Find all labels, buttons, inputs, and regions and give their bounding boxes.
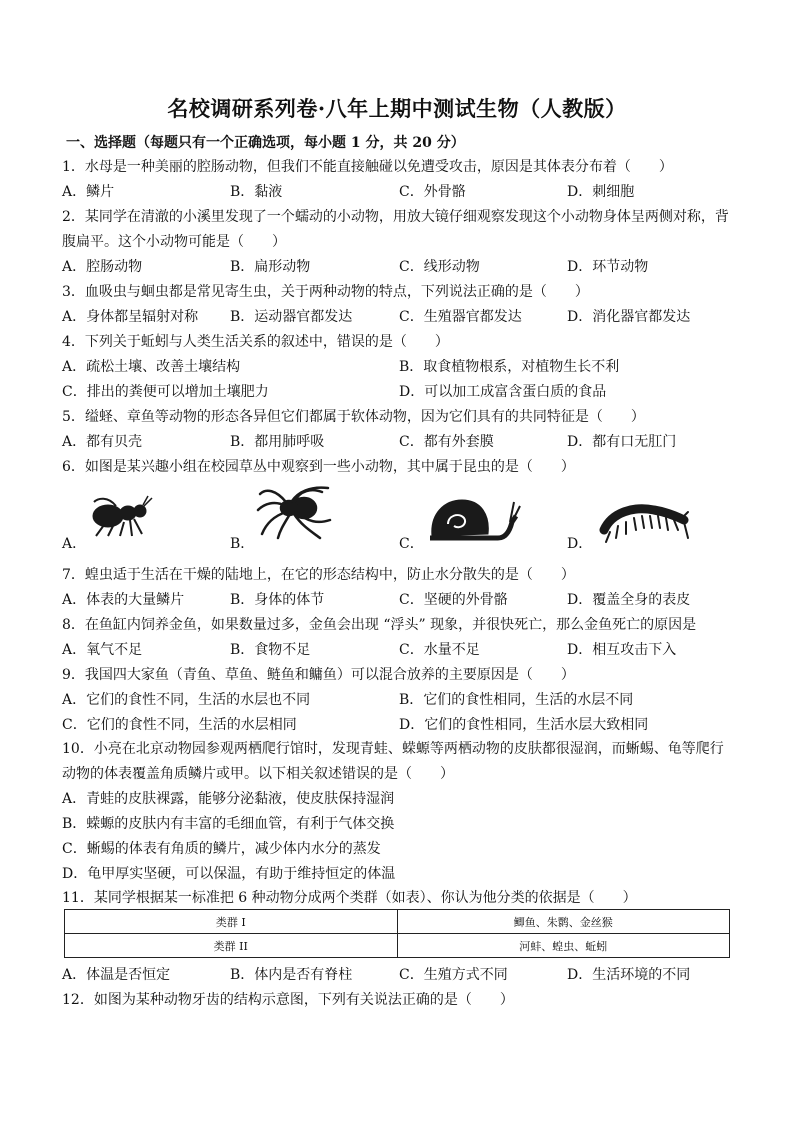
q11-option-c[interactable]: C．生殖方式不同 (399, 967, 508, 983)
q10-option-d[interactable]: D．龟甲厚实坚硬，可以保温，有助于维持恒定的体温 (62, 866, 396, 882)
question-10-stem: 10．小亮在北京动物园参观两栖爬行馆时，发现青蛙、蝾螈等两栖动物的皮肤都很湿润，而蜥蜴、龟等爬行 (62, 741, 724, 757)
q11-option-a[interactable]: A．体温是否恒定 (62, 967, 171, 983)
question-8-stem: 8．在鱼缸内饲养金鱼，如果数量过多，金鱼会出现 “浮头” 现象，并很快死亡，那么金鱼死亡的原因是 (62, 617, 697, 633)
table-row (65, 910, 730, 934)
millipede-image (594, 498, 690, 546)
q3-option-d[interactable]: D．消化器官都发达 (567, 309, 691, 325)
q9-option-c[interactable]: C．它们的食性不同，生活的水层相同 (62, 717, 297, 733)
q8-option-c[interactable]: C．水量不足 (399, 642, 480, 658)
table-cell: 类群 I (65, 910, 398, 934)
classification-table (64, 909, 730, 958)
question-5-stem: 5．缢蛏、章鱼等动物的形态各异但它们都属于软体动物，因为它们具有的共同特征是（ ） (62, 409, 645, 425)
question-10-stem-cont: 动物的体表覆盖角质鳞片或甲。以下相关叙述错误的是（ ） (62, 766, 454, 782)
q8-option-b[interactable]: B．食物不足 (230, 642, 311, 658)
q11-option-d[interactable]: D．生活环境的不同 (567, 967, 691, 983)
question-3-stem: 3．血吸虫与蛔虫都是常见寄生虫，关于两种动物的特点，下列说法正确的是（ ） (62, 284, 589, 300)
q4-option-c[interactable]: C．排出的粪便可以增加土壤肥力 (62, 384, 269, 400)
q5-option-c[interactable]: C．都有外套膜 (399, 434, 494, 450)
q1-option-b[interactable]: B．黏液 (230, 184, 283, 200)
snail-image (426, 494, 522, 542)
q4-option-d[interactable]: D．可以加工成富含蛋白质的食品 (399, 384, 607, 400)
question-2-stem: 2．某同学在清澈的小溪里发现了一个蠕动的小动物，用放大镜仔细观察发现这个小动物身体呈两侧对称，背 (62, 209, 729, 225)
q7-option-b[interactable]: B．身体的体节 (230, 592, 325, 608)
table-cell: 类群 II (65, 934, 398, 958)
q10-option-b[interactable]: B．蝾螈的皮肤内有丰富的毛细血管，有利于气体交换 (62, 816, 395, 832)
question-11-stem: 11．某同学根据某一标准把 6 种动物分成两个类群（如表）、你认为他分类的依据是（ ） (62, 890, 637, 906)
q9-option-a[interactable]: A．它们的食性不同，生活的水层也不同 (62, 692, 311, 708)
q5-option-d[interactable]: D．都有口无肛门 (567, 434, 677, 450)
q9-option-b[interactable]: B．它们的食性相同，生活的水层不同 (399, 692, 634, 708)
q4-option-b[interactable]: B．取食植物根系，对植物生长不利 (399, 359, 620, 375)
q10-option-a[interactable]: A．青蛙的皮肤裸露，能够分泌黏液，使皮肤保持湿润 (62, 791, 395, 807)
q8-option-a[interactable]: A．氧气不足 (62, 642, 143, 658)
q2-option-a[interactable]: A．腔肠动物 (62, 259, 143, 275)
table-row (65, 934, 730, 958)
question-12-stem: 12．如图为某种动物牙齿的结构示意图，下列有关说法正确的是（ ） (62, 992, 514, 1008)
q6-option-d[interactable]: D． (567, 536, 593, 552)
q8-option-d[interactable]: D．相互攻击下入 (567, 642, 677, 658)
question-4-stem: 4．下列关于蚯蚓与人类生活关系的叙述中，错误的是（ ） (62, 334, 449, 350)
q1-option-c[interactable]: C．外骨骼 (399, 184, 466, 200)
q1-option-d[interactable]: D．刺细胞 (567, 184, 635, 200)
table-cell: 河蚌、蝗虫、蚯蚓 (397, 934, 730, 958)
q3-option-a[interactable]: A．身体都呈辐射对称 (62, 309, 199, 325)
section-heading: 一、选择题（每题只有一个正确选项，每小题 1 分，共 20 分） (66, 135, 465, 151)
q1-option-a[interactable]: A．鳞片 (62, 184, 115, 200)
q3-option-c[interactable]: C．生殖器官都发达 (399, 309, 522, 325)
q6-option-c[interactable]: C． (399, 536, 424, 552)
page-title: 名校调研系列卷·八年上期中测试生物（人教版） (167, 96, 627, 121)
q6-option-b[interactable]: B． (230, 536, 255, 552)
table-cell: 鲫鱼、朱鹮、金丝猴 (397, 910, 730, 934)
question-9-stem: 9．我国四大家鱼（青鱼、草鱼、鲢鱼和鳙鱼）可以混合放养的主要原因是（ ） (62, 667, 575, 683)
q2-option-c[interactable]: C．线形动物 (399, 259, 480, 275)
q7-option-a[interactable]: A．体表的大量鳞片 (62, 592, 185, 608)
q5-option-b[interactable]: B．都用肺呼吸 (230, 434, 325, 450)
q3-option-b[interactable]: B．运动器官都发达 (230, 309, 353, 325)
question-1-stem: 1．水母是一种美丽的腔肠动物，但我们不能直接触碰以免遭受攻击，原因是其体表分布着（ ） (62, 159, 673, 175)
question-7-stem: 7．蝗虫适于生活在干燥的陆地上，在它的形态结构中，防止水分散失的是（ ） (62, 567, 575, 583)
question-6-stem: 6．如图是某兴趣小组在校园草丛中观察到一些小动物，其中属于昆虫的是（ ） (62, 459, 575, 475)
q6-option-a[interactable]: A． (62, 536, 87, 552)
question-2-stem-cont: 腹扁平。这个小动物可能是（ ） (62, 234, 286, 250)
q9-option-d[interactable]: D．它们的食性相同，生活水层大致相同 (399, 717, 649, 733)
q7-option-d[interactable]: D．覆盖全身的表皮 (567, 592, 691, 608)
q5-option-a[interactable]: A．都有贝壳 (62, 434, 143, 450)
bee-image (86, 492, 158, 538)
q10-option-c[interactable]: C．蜥蜴的体表有角质的鳞片，减少体内水分的蒸发 (62, 841, 381, 857)
q2-option-d[interactable]: D．环节动物 (567, 259, 649, 275)
q4-option-a[interactable]: A．疏松土壤、改善土壤结构 (62, 359, 241, 375)
q2-option-b[interactable]: B．扁形动物 (230, 259, 311, 275)
q7-option-c[interactable]: C．坚硬的外骨骼 (399, 592, 508, 608)
q11-option-b[interactable]: B．体内是否有脊柱 (230, 967, 353, 983)
spider-image (256, 486, 338, 540)
